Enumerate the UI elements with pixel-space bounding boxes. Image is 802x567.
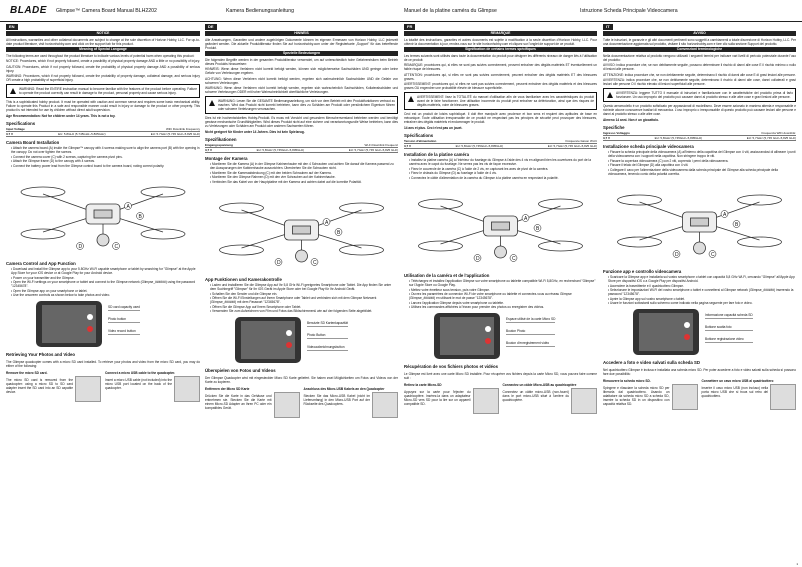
video-button-callout: Bottone registrazione video bbox=[705, 337, 753, 343]
list-item: • Collegare il cavo per l'alimentazione della videocamera dalla scheda principale del Glimpse alla scheda principale della videocamera, tenendo conto della polarità corretta. bbox=[608, 168, 796, 176]
list-item: • Ouvrez les paramètres de connexion Wi-Fi de votre smartphone ou tablette et connectez-vous au réseau Glimpse (Glimpse_######) en utilisant le mot de passe "12345678". bbox=[409, 292, 597, 300]
header-title-fr: Manuel de la platine caméra du Glimpse bbox=[404, 8, 497, 14]
language-tag: EN bbox=[6, 24, 18, 30]
notice-text: La totalité des instructions, garanties et autres documents est sujette à modification à la seule discrétion d'Horizon Hobby, LLC. Pour obtenir la documentation à jour, rendez-vous sur le site horizonhobby.com et cliquez sur l'onglet de support de ce produit. bbox=[404, 37, 597, 46]
remove-sd-text: Drücken Sie die Karte in das Gehäuse und entnehmen sie. Stecken Sie die Karte mit einem Micro-SD Adapter an Ihren PC oder ein kompatibles Gerät. bbox=[205, 393, 272, 410]
photo-button-callout: Bouton Photo bbox=[506, 329, 555, 335]
diagram-label-d: D bbox=[476, 255, 480, 262]
retrieve-options bbox=[404, 381, 597, 414]
list-item: • Fixez le châssis du Glimpse (D) au fuselage à l'aide de 4 vis. bbox=[409, 171, 597, 175]
notice-heading: HINWEIS bbox=[205, 31, 398, 36]
warning-definition: AVERTISSEMENT: procédures qui, si elles ne sont pas suivies correctement, peuvent entraîner des dégâts matériels et des blessures graves OU engendrer une probabilité élevée de blessure superficielle. bbox=[404, 82, 597, 90]
app-callouts bbox=[108, 305, 140, 341]
list-item: • Mettez votre émetteur sous tension, puis votre Glimpse. bbox=[409, 288, 597, 292]
header-title-en: Glimpse™ Camera Board Manual BLH2202 bbox=[56, 8, 157, 14]
app-steps bbox=[608, 275, 796, 305]
spec-row-values: 3,7 V EU: 5,8GHz (5,745GHz~5,805GHz) EU: 5,7GHz (5,745 GHz~5,825 GHz) bbox=[205, 147, 398, 152]
video-button-callout: Bouton d'enregistrement vidéo bbox=[506, 341, 555, 347]
remove-sd-text: Spingere e rilasciare la scheda micro SD per liberarla dal quadricottero. Usando un adattatore da scheda micro SD a scheda SD, inserire la scheda SD in un dispositivo con capacità relativa SD. bbox=[603, 385, 670, 406]
app-screen-diagram bbox=[404, 311, 597, 361]
age-recommendation: Age Recommendation: Not for children under 14 years. This is not a toy. bbox=[6, 113, 116, 118]
notice-text: All instructions, warranties and other collateral documents are subject to change at the sole discretion of Horizon Hobby, LLC. For up-to-date product literature, visit horizonhobby.com and click on the support tab for this product. bbox=[6, 37, 200, 46]
warning-box: WARNING: Read the ENTIRE instruction manual to become familiar with the features of the product before operating. Failure to operate the product correctly can result in damage to the product, personal property and cause serious injury. bbox=[6, 84, 200, 98]
usb-heading: Connectez un câble Micro-USB au quadricoptère bbox=[502, 382, 577, 387]
page-number: 1 bbox=[796, 562, 798, 566]
header-title-de: Kamera Bedienungsanleitung bbox=[226, 8, 295, 14]
usb-port-image bbox=[372, 392, 398, 418]
list-item: • Fissare la copertura videocamera (C) con 2 viti, coprendo i perni della videocamera. bbox=[608, 159, 796, 163]
sd-card-image bbox=[473, 388, 499, 414]
specifications-heading: Spezifikationen bbox=[205, 136, 237, 142]
retrieve-heading: Überspielen von Fotos und Videos bbox=[205, 368, 276, 373]
usb-port-image bbox=[571, 388, 597, 414]
installation-steps bbox=[210, 162, 398, 184]
meaning-text: Die folgenden Begriffe werden in der gesamten Produktliteratur verwendet, um auf unterschiedlich hohe Gefahrenrisiken beim Betrieb dieses Produkts hinzuweisen: bbox=[205, 57, 398, 66]
installation-steps bbox=[11, 146, 200, 168]
list-item: • Fissare la scheda principale della videocamera (A) all'interno della capottina del Glimpse con 4 viti, assicurandosi di allineare i punti della videocamera con i supporti nella capottina. Non stringere troppo le viti. bbox=[608, 150, 796, 158]
spec-row-labels: Eingangsspannung Wi-Fi Downlink Frequenz bbox=[205, 142, 398, 147]
list-item: • Download and install the Glimpse app to your 5.8GHz Wi-Fi capable smartphone or tablet by searching for "Glimpse" at the Apple App Store for your iOS device or at Google Play for your Android device. bbox=[11, 267, 200, 275]
meaning-heading: Convenzioni terminologiche bbox=[603, 47, 796, 52]
remove-sd-heading: Rimuovere la scheda micro SD. bbox=[603, 378, 651, 383]
list-item: • Accendere la trasmittente e il quadricottero Glimpse. bbox=[608, 284, 796, 288]
list-item: • Utilisez les commandes affichées à l'écran pour prendre des photos ou enregistrer des vidéos. bbox=[409, 305, 597, 309]
app-callouts bbox=[705, 313, 753, 349]
brand-logo: BLADE bbox=[10, 5, 47, 16]
list-item: • Lancez l'application Glimpse depuis votre smartphone ou tablette. bbox=[409, 301, 597, 305]
drone-diagram-svg bbox=[404, 182, 597, 270]
usb-text: Connectez un câble micro-USB (non-fourni) dans le port micro-USB situé à l'arrière du quadricoptère. bbox=[502, 389, 569, 402]
meaning-heading: Signification de certains termes spécifiques bbox=[404, 47, 597, 52]
app-screen-diagram bbox=[6, 299, 200, 349]
list-item: • Connect the battery power lead from the Glimpse control board to the camera board, noting correct polarity. bbox=[11, 164, 200, 168]
warning-definition: WARNUNG: Wenn diese Verfahren nicht korrekt befolgt werden, ergeben sich wahrscheinlich Sachschäden, Kollateralschäden und schwere Verletzungen ODER mit hoher Wahrscheinlichkeit oberflächliche Verletzungen. bbox=[205, 86, 398, 94]
installation-heading: Installazione scheda principale videocamera bbox=[603, 143, 694, 149]
sd-capacity-callout: SD card capacity used bbox=[108, 305, 140, 309]
usb-heading: Connettere un cavo micro USB al quadricottero bbox=[701, 378, 774, 383]
usb-option bbox=[304, 385, 399, 418]
list-item: • Open the Glimpse app on your smartphone or tablet. bbox=[11, 289, 200, 293]
list-item: • Connectez le câble d'alimentation de la caméra du Glimpse à la platine caméra en respectant la polarité. bbox=[409, 176, 597, 180]
notice-definition: NOTICE: Procedures, which if not properly followed, create a possibility of physical property damage AND a little or no possibility of injury. bbox=[6, 59, 200, 63]
diagram-label-a: A bbox=[126, 203, 130, 210]
specifications-heading: Specifiche bbox=[603, 124, 625, 130]
app-function-heading: App Funktionen und Kamerakontrolle bbox=[205, 276, 282, 282]
diagram-label-d: D bbox=[78, 243, 83, 250]
usb-text: Stecken Sie das Micro-USB Kabel (nicht im Lieferumfang) in den Micro-USB Port auf der Rückseite des Quadcopters. bbox=[303, 393, 370, 406]
list-item: • Open the Wi-Fi settings on your smartphone or tablet and connect to the Glimpse network (Glimpse_######) using the password "12345678". bbox=[11, 280, 200, 288]
list-item: • Installez la platine caméra (A) à l'intérieur du fuselage du Glimpse à l'aide des 4 vis en alignant bien les ouvertures du port de la caméra avec le capot du fuselage. Ne serrez pas les vis de façon excessive. bbox=[409, 158, 597, 166]
app-function-heading: Camera Control and App Function bbox=[6, 260, 76, 266]
app-callouts bbox=[506, 317, 555, 353]
phone-illustration bbox=[432, 311, 502, 361]
list-item: • Use the onscreen controls as shown below to take photos and video. bbox=[11, 293, 200, 297]
video-button-callout: Video record button bbox=[108, 329, 140, 335]
page-header bbox=[0, 0, 802, 22]
caution-definition: CAUTION: Procedures, which if not properly followed, create the probability of physical property damage AND a possibility of serious injury. bbox=[6, 64, 200, 73]
caution-definition: ATTENZIONE: indica procedure che, se non debitamente seguite, determinano il rischio di danni alle cose E di gravi lesioni alle persone. bbox=[603, 72, 796, 77]
notice-definition: AVVISO: indica procedure che, se non debitamente seguite, possono determinare il rischio di danni alle cose E il rischio minimo o nullo di lesioni alle persone. bbox=[603, 63, 796, 71]
diagram-label-d: D bbox=[675, 251, 679, 258]
spec-row-values: 3.7 V EU: 5.8GHz (5.745GHz~5.805GHz) EU: 5.7GHz (5.745 GHz~5.825 GHz) bbox=[6, 131, 200, 136]
usb-heading: Anschluss des Micro-USB Kabels an den Quadcopter bbox=[303, 386, 385, 391]
column-en bbox=[6, 24, 200, 564]
language-tag: IT bbox=[603, 24, 613, 30]
photo-button-callout: Photo Button bbox=[307, 333, 348, 339]
sd-capacity-callout: Benutzte SD Kartenkapazität bbox=[307, 321, 348, 325]
remove-sd-option bbox=[603, 377, 698, 410]
phone-illustration bbox=[233, 315, 303, 365]
usb-port-image bbox=[174, 376, 200, 402]
diagram-label-a: A bbox=[723, 211, 727, 218]
app-screen-diagram bbox=[205, 315, 398, 365]
warning-box: WARNUNG: Lesen Sie die GESAMTE Bedienungsanleitung, um sich vor dem Betrieb mit den Produktfunktionen vertraut zu machen. Wird das Produkt nicht korrekt betrieben, kann dies zu Schäden am Produkt oder persönlichem Eigentum führen oder schwere Verletzungen verursachen. bbox=[205, 96, 398, 114]
sophisticated-product-text: This is a sophisticated hobby product. It must be operated with caution and common sense and requires some basic mechanical ability. Failure to operate this Product in a safe and responsible manner could result in injury or damage to the product or other property. This product is not intended for use by children without direct adult supervision. bbox=[6, 100, 200, 112]
caution-definition: ATTENTION: procédures qui, si elles ne sont pas suivies correctement, peuvent entraîner des dégâts matériels ET des blessures graves. bbox=[404, 72, 597, 81]
retrieve-text: Nel quadricottero Glimpse è inclusa e installata una scheda micro SD. Per poter accedere a foto e video salvati sulla scheda si possono fare due possibilità: bbox=[603, 367, 796, 376]
list-item: • Aprire la Glimpse app sul vostro smartphone o tablet. bbox=[608, 297, 796, 301]
retrieve-text: Der Glimpse Quadcopter wird mit eingesteckter Micro SD Karte geliefert. Sie haben zwei Möglichkeiten um Fotos und Videos von der Karte zu kopieren. bbox=[205, 375, 398, 384]
diagram-label-c: C bbox=[114, 243, 119, 250]
usb-option bbox=[105, 369, 200, 402]
drone-diagram-svg bbox=[603, 178, 796, 266]
photo-button-callout: Bottone scatta foto bbox=[705, 325, 753, 331]
warning-box: AVVERTENZA: leggere TUTTO il manuale di istruzioni e familiarizzare con le caratteristiche del prodotto prima di farlo funzionare. Un uso improprio del prodotto può causare danni al prodotto stesso e alle altre cose e gravi lesioni alle persone. bbox=[603, 88, 796, 102]
remove-sd-option bbox=[205, 385, 300, 418]
specifications-heading: Specifications bbox=[6, 120, 36, 126]
list-item: • Öffnen Sie die Wi-Fi Einstellungen auf Ihrem Smartphone oder Tablet und verbinden sich mit dem Glimpse Netzwerk (Glimpse_######) mit dem Passwort "12345678". bbox=[210, 296, 398, 304]
usb-heading: Connect a micro USB cable to the quadcopter. bbox=[105, 370, 176, 375]
spec-row-labels: Input Voltage WiFi Downlink Frequency bbox=[6, 126, 200, 131]
drone-assembly-diagram bbox=[6, 170, 200, 258]
spec-row-values: 3,7 V EU: 5,8GHz (5,745GHz~5,805GHz) EU: 5,7GHz (5,745 GHz~5,825 GHz) bbox=[404, 143, 597, 148]
installation-steps bbox=[409, 158, 597, 180]
notice-heading: NOTICE bbox=[6, 31, 200, 36]
list-item: • Fixez le couvercle de la caméra (C) à l'aide de 2 vis, en capturant les axes de pivot de la caméra. bbox=[409, 167, 597, 171]
notice-heading: AVVISO bbox=[603, 31, 796, 36]
list-item: • Verbinden Sie das Kabel von der Hauptplatine mit der Kamera und achten dabei auf die korrekte Polarität. bbox=[210, 180, 398, 184]
diagram-label-a: A bbox=[524, 215, 528, 222]
list-item: • Verwenden Sie zum Aufzeichnen von Film und Fotos das Bildschirmmenü wie auf der folgenden Seite abgebildet. bbox=[210, 309, 398, 313]
usb-port-image bbox=[770, 384, 796, 410]
retrieve-heading: Récupération de vos fichiers photos et vidéos bbox=[404, 364, 499, 369]
retrieve-heading: Accedere a foto e video salvati sulla scheda SD bbox=[603, 360, 700, 365]
retrieve-options bbox=[6, 369, 200, 402]
retrieve-heading: Retrieving Your Photos and Video bbox=[6, 352, 75, 357]
spec-row-labels: Ingresso Voltaggio Frequenza WiFi downlink: bbox=[603, 130, 796, 135]
drone-diagram-svg bbox=[6, 170, 200, 258]
sophisticated-product-text: Ceci est un produit de loisirs sophistiqué. Il doit être manipulé avec prudence et bon sens et requiert des aptitudes de base en mécanique. Toute utilisation irresponsable de ce produit ne respectant pas les principes de sécurité peut provoquer des blessures, entraîner des dégâts matériels et endommager le produit. bbox=[404, 112, 597, 124]
video-button-callout: Videoaufzeichnungsbutton bbox=[307, 345, 348, 351]
remove-sd-heading: Entfernen der Micro SD Karte bbox=[205, 386, 250, 391]
list-item: • Montieren Sie die Kamera (A) in der Glimpse Kabinenhaube mit den 4 Schrauben und achten Sie darauf die Kamera passend zu den Aussparungen der Kabinenhaube auszurichten. Überdrehen Sie die Schrauben nicht. bbox=[210, 162, 398, 170]
drone-diagram-svg bbox=[205, 186, 398, 274]
header-title-it: Istruzione Scheda Principale Videocamera bbox=[580, 8, 678, 14]
meaning-text: Les termes suivants sont utilisés dans toute la documentation du produit pour désigner les différents niveaux de danger liés à l'utilisation de ce produit: bbox=[404, 53, 597, 62]
list-item: • Scaricare la Glimpse app e installarla sul vostro smartphone o tablet con capacità 5,8 GHz Wi-Fi, cercando "Glimpse" all'Apple App Store per dispositivi iOS o a Google Play per dispositivi Android. bbox=[608, 275, 796, 283]
sd-card-image bbox=[75, 376, 101, 402]
spec-row-labels: Tension d'alimentation Fréquence liaison Wi-Fi bbox=[404, 138, 597, 143]
photo-button-callout: Photo button bbox=[108, 317, 140, 323]
diagram-label-c: C bbox=[711, 251, 715, 258]
list-item: • Montieren Sie den Glimpse Rahmen (D) mit den vier Schrauben auf der Kabinenhaube. bbox=[210, 175, 398, 179]
notice-definition: REMARQUE: procédures qui, si elles ne sont pas suivies correctement, peuvent entraîner des dégâts matériels ET éventuellement un faible risque de blessures. bbox=[404, 63, 597, 71]
list-item: • Connect the camera cover (C) with 2 screws, capturing the camera pivot pins. bbox=[11, 155, 200, 159]
meaning-heading: Spezielle Bedeutungen bbox=[205, 51, 398, 56]
language-tag: FR bbox=[404, 24, 415, 30]
installation-heading: Camera Board Installation bbox=[6, 139, 60, 145]
remove-sd-text: Appuyez sur la carte pour l'éjecter du quadricoptère. Insérez-la dans un adaptateur Micro-SD vers SD pour la lire sur un appareil compatible SD. bbox=[404, 389, 471, 406]
retrieve-options bbox=[205, 385, 398, 418]
app-screen-diagram bbox=[603, 307, 796, 357]
remove-sd-option bbox=[404, 381, 499, 414]
caution-definition: ACHTUNG: Wenn diese Verfahren nicht korrekt befolgt werden, ergeben sich wahrscheinlich Sachschäden UND die Gefahr von schweren Verletzungen. bbox=[205, 76, 398, 85]
usb-text: Insert a micro USB cable (not included) into the micro USB port located on the back of the quadcopter. bbox=[105, 377, 172, 390]
retrieve-text: The Glimpse quadcopter comes with a micro SD card installed. To retrieve your photos and video from the micro SD card, you may do either of the following: bbox=[6, 359, 200, 368]
spec-row-values: 3,7 V EU: 5,8GHz (5,745GHz~5,805GHz) EU: 5,7GHz (5,745 GHz~5,825 GHz) bbox=[603, 135, 796, 140]
installation-steps bbox=[608, 150, 796, 176]
meaning-heading: Meaning of Special Language bbox=[6, 47, 200, 52]
meaning-text: Nella documentazione relativa al prodotto vengono utilizzati i seguenti termini per indicare vari livelli di pericolo potenziale durante l'uso del prodotto: bbox=[603, 53, 796, 62]
list-item: • Schalten Sie den Sender und die Glimpse ein. bbox=[210, 292, 398, 296]
notice-text: Alle Anweisungen, Garantien und andere zugehörigen Dokumente können im eigenen Ermessen von Horizon Hobby, LLC jederzeit geändert werden. Die aktuelle Produktliteratur finden Sie auf horizonhobby.com unter der Registerkarte „Support" für das betreffende Produkt. bbox=[205, 37, 398, 50]
usb-option bbox=[702, 377, 797, 410]
column-de bbox=[205, 24, 398, 564]
drone-assembly-diagram bbox=[404, 182, 597, 270]
sd-capacity-callout: Informazione capacità scheda SD bbox=[705, 313, 753, 317]
notice-definition: HINWEIS: Wenn diese Verfahren nicht korrekt befolgt werden, können sich möglicherweise Sachschäden UND geringe oder keine Gefahr von Verletzungen ergeben. bbox=[205, 67, 398, 75]
meaning-text: The following terms are used throughout the product literature to indicate various levels of potential harm when operating this product: bbox=[6, 53, 195, 58]
retrieve-text: Le Glimpse est livré avec une carte Micro SD installée. Pour récupérer vos fichiers depuis la carte Micro SD, vous pouvez faire comme suit : bbox=[404, 371, 597, 380]
column-it bbox=[603, 24, 796, 564]
list-item: • Öffnen Sie die Glimpse App auf Ihrem Smartphone oder Tablet. bbox=[210, 305, 398, 309]
app-function-heading: Funzione app e controllo videocamera bbox=[603, 268, 682, 274]
list-item: • Attach the camera board (A) inside the Glimpse™ canopy with 4 screws making sure to align the camera port (B) with the opening in the canopy. Do not over tighten the screws. bbox=[11, 146, 200, 154]
warning-box: AVERTISSEMENT: lisez la TOTALITÉ du manuel d'utilisation afin de vous familiariser avec les caractéristiques du produit avant de le faire fonctionner. Une utilisation incorrecte du produit peut entraîner sa détérioration, ainsi que des risques de dégâts matériels, voire de blessures graves. bbox=[404, 92, 597, 110]
remove-sd-heading: Remove the micro SD card. bbox=[6, 370, 48, 375]
diagram-label-b: B bbox=[138, 213, 142, 220]
warning-definition: AVVERTENZA: indica procedure che, se non debitamente seguite, determinano il rischio di danni alle cose, danni collaterali e gravi lesioni alle persone O il rischio elevato di lesioni superficiali alle persone. bbox=[603, 78, 796, 86]
diagram-label-c: C bbox=[313, 259, 317, 266]
app-steps bbox=[409, 279, 597, 309]
specifications-heading: Spécifications bbox=[404, 132, 434, 138]
sd-card-image bbox=[274, 392, 300, 418]
diagram-label-b: B bbox=[735, 221, 739, 228]
installation-heading: Montage der Kamera bbox=[205, 155, 248, 161]
language-tag: DE bbox=[205, 24, 217, 30]
sd-card-image bbox=[672, 384, 698, 410]
age-recommendation: 14 ans et plus. Ceci n'est pas un jouet. bbox=[404, 125, 463, 130]
usb-text: Inserire il cavo micro USB (non incluso) nella porta micro USB che si trova sul retro del quadricottero. bbox=[701, 385, 768, 398]
remove-sd-option bbox=[6, 369, 101, 402]
remove-sd-heading: Retirez la carte Micro-SD bbox=[404, 382, 442, 387]
age-recommendation: Nicht geeignet für Kinder unter 14 Jahren. Dies ist kein Spielzeug. bbox=[205, 129, 305, 134]
warning-definition: WARNING: Procedures, which if not properly followed, create the probability of property damage, collateral damage, and serious injury OR create a high probability of superficial injury. bbox=[6, 74, 200, 82]
list-item: • Téléchargez et installez l'application Glimpse sur votre smartphone ou tablette compatible Wi-Fi 5,8GHz, en recherchant "Glimpse" sur l'Apple Store ou Google Play. bbox=[409, 279, 597, 287]
usb-option bbox=[503, 381, 598, 414]
app-callouts bbox=[307, 321, 348, 357]
drone-assembly-diagram bbox=[205, 186, 398, 274]
list-item: • Laden und installieren Sie die Glimpse App auf Ihr 5,8 GHz Wi-Fi geeignetes Smartphone oder Tablet. Die App finden Sie unter dem Suchbegriff "Glimpse" für Ihr iOS Gerät im Apple Store oder bei Google Play für Ihr Android Gerät. bbox=[210, 283, 398, 291]
drone-assembly-diagram bbox=[603, 178, 796, 266]
installation-heading: Installation de la platine caméra bbox=[404, 151, 469, 157]
list-item: • Attach the Glimpse frame (D) to the canopy with 4 screws. bbox=[11, 159, 200, 163]
list-item: • Fissare il telaio del Glimpse (D) alla capottina con 4 viti. bbox=[608, 163, 796, 167]
age-recommendation: Almeno 14 anni. Non è un giocattolo. bbox=[603, 117, 659, 122]
list-item: • Usare le funzioni sottostanti sullo schermo come indicato nella pagina seguente per fare foto e video. bbox=[608, 301, 796, 305]
column-fr bbox=[404, 24, 597, 564]
app-steps bbox=[11, 267, 200, 297]
diagram-label-b: B bbox=[337, 229, 341, 236]
list-item: • Power on your transmitter and the Glimpse. bbox=[11, 276, 200, 280]
diagram-label-b: B bbox=[536, 225, 540, 232]
phone-illustration bbox=[34, 299, 104, 349]
sophisticated-product-text: Dies ist ein hochentwickeltes Hobby-Produkt. Es muss mit Vorsicht und gesundem Menschenverstand betrieben werden und benötigt gewisse mechanische Grundfähigkeiten. Wird dieses Produkt nicht auf eine sichere und verantwortungsvolle Weise betrieben, kann dies zu Verletzungen oder Schäden am Produkt oder anderen Sachwerten führen. bbox=[205, 116, 398, 128]
remove-sd-text: The micro SD card is removed from the quadcopter: using a micro SD to SD card adapter insert the SD card into an SD capable device. bbox=[6, 377, 73, 394]
phone-illustration bbox=[631, 307, 701, 357]
diagram-label-d: D bbox=[277, 259, 281, 266]
notice-heading: REMARQUE bbox=[404, 31, 597, 36]
sophisticated-product-text: Questo aeromodello è un prodotto sofisticato per appassionati di modellismo. Deve essere azionato in maniera attenta e responsabile e richiede alcune conoscenze basilari di meccanica. L'uso improprio o irresponsabile di questo prodotto può causare lesioni alle persone e danni al prodotto stesso o alle altre cose. bbox=[603, 104, 796, 116]
retrieve-options bbox=[603, 377, 796, 410]
notice-text: Tutte le istruzioni, le garanzie e gli altri documenti pertinenti sono soggetti a cambiamenti a totale discrezione di Horizon Hobby, LLC. Per una documentazione aggiornata sul prodotto, visitare il sito horizonhobby.com e fare clic sulla sezione Support del prodotto. bbox=[603, 37, 796, 46]
app-steps bbox=[210, 283, 398, 313]
diagram-label-c: C bbox=[512, 255, 516, 262]
app-function-heading: Utilisation de la caméra et de l'application bbox=[404, 272, 490, 278]
list-item: • Selezionare le impostazioni Wi-Fi del vostro smartphone o tablet e connettersi al Glimpse network (Glimpse_######) inserendo la password "12345678". bbox=[608, 288, 796, 296]
list-item: • Montieren Sie die Kameraabdeckung (C) mit den beiden Schrauben auf der Kamera. bbox=[210, 171, 398, 175]
sd-capacity-callout: Espace utilisé de la carte Micro SD bbox=[506, 317, 556, 321]
diagram-label-a: A bbox=[325, 219, 329, 226]
